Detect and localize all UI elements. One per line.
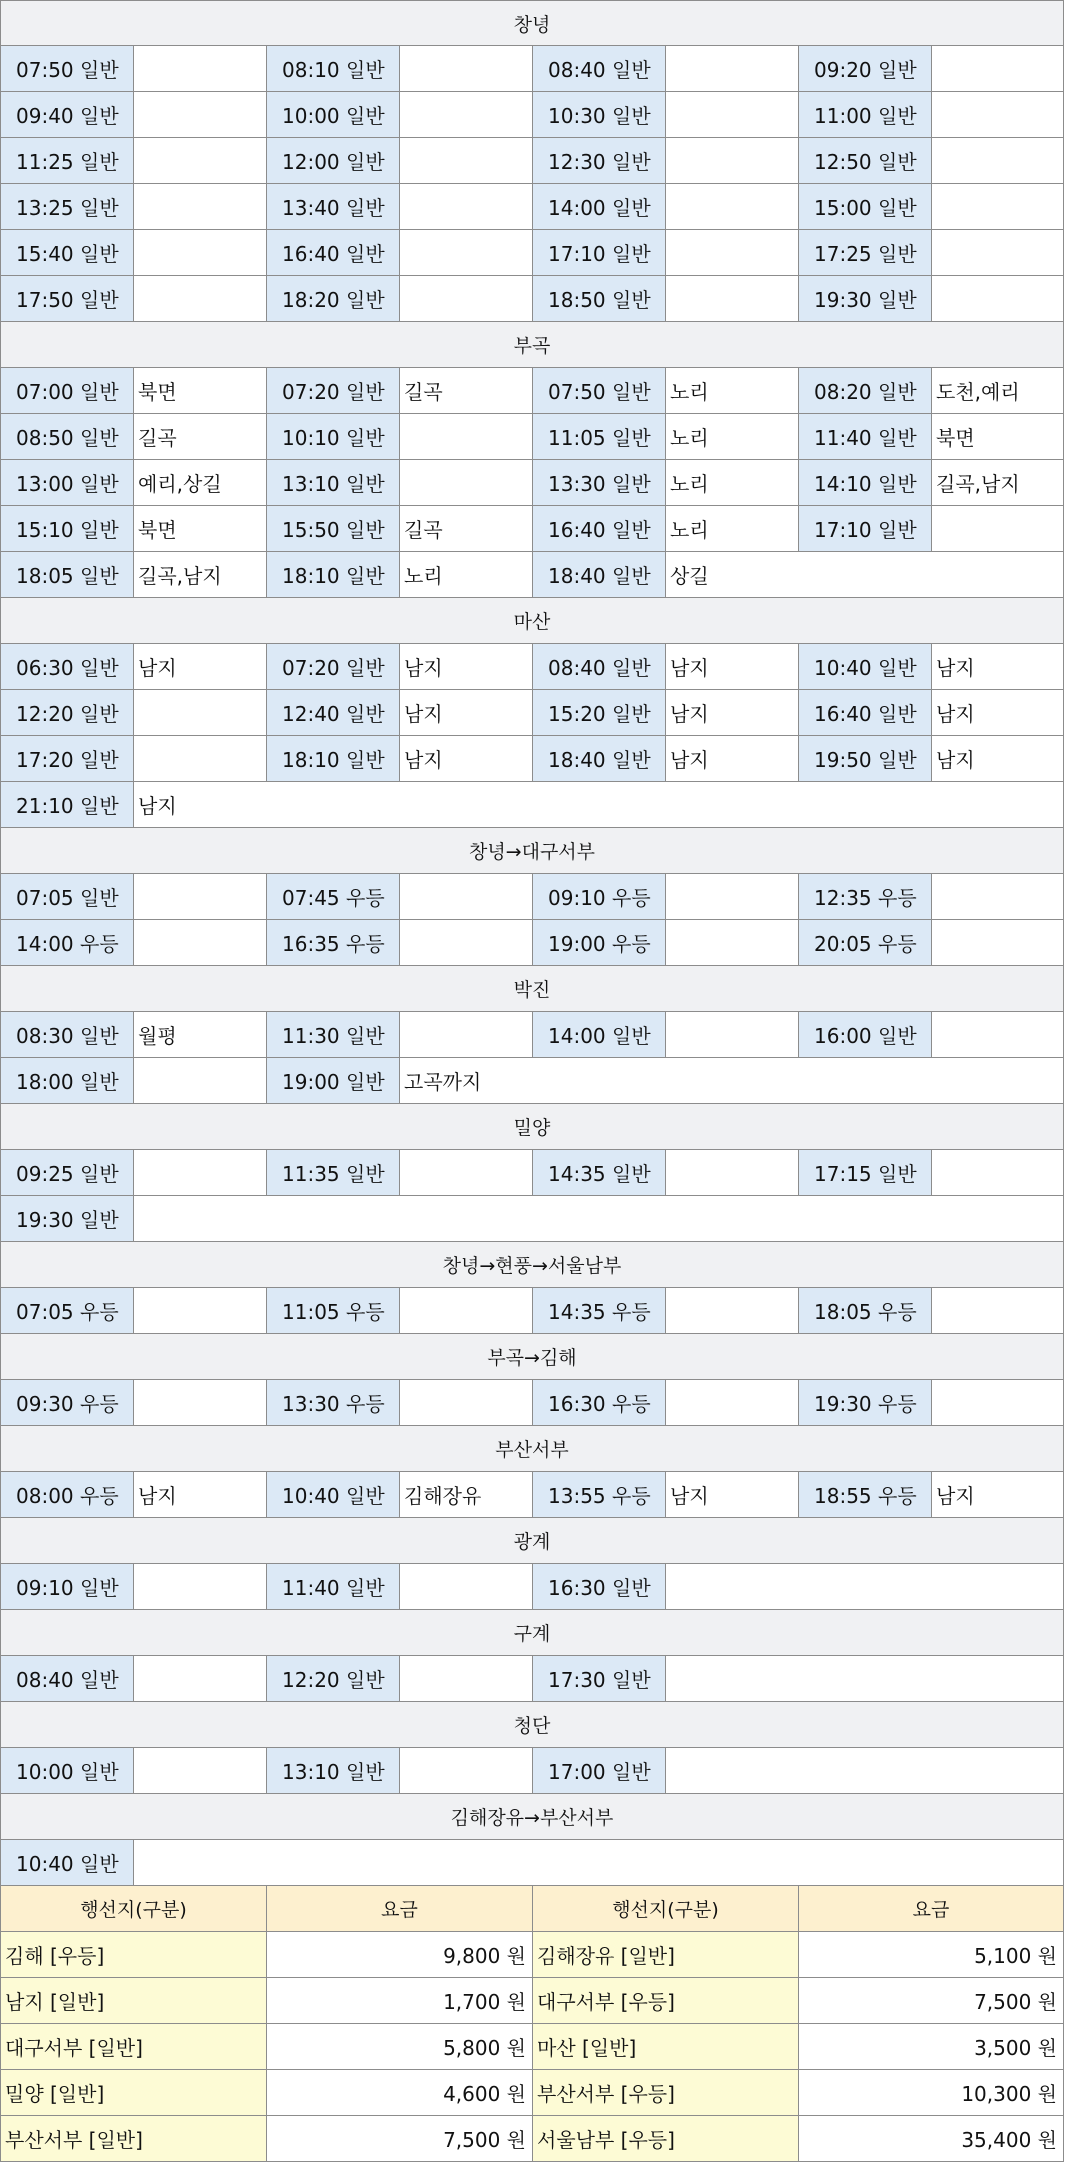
fare-row — [0, 2116, 1064, 2162]
fare-price: 10,300 원 — [798, 2070, 1064, 2115]
departure-time: 07:50 일반 — [532, 368, 665, 413]
departure-time: 11:05 우등 — [266, 1288, 399, 1333]
departure-time: 17:30 일반 — [532, 1656, 665, 1701]
departure-time: 17:25 일반 — [798, 230, 931, 275]
route-header: 청단 — [0, 1702, 1064, 1748]
schedule-row — [0, 1058, 1064, 1104]
departure-time: 07:50 일반 — [0, 46, 133, 91]
departure-time: 09:10 우등 — [532, 874, 665, 919]
route-note — [931, 138, 1064, 183]
departure-time: 21:10 일반 — [0, 782, 133, 827]
route-note — [133, 184, 266, 229]
route-note — [133, 230, 266, 275]
departure-time: 10:40 일반 — [0, 1840, 133, 1885]
schedule-row — [0, 1150, 1064, 1196]
departure-time: 08:30 일반 — [0, 1012, 133, 1057]
fare-destination: 부산서부 [일반] — [0, 2116, 266, 2161]
departure-time: 07:00 일반 — [0, 368, 133, 413]
fare-destination: 대구서부 [우등] — [532, 1978, 798, 2023]
route-note: 노리 — [665, 414, 798, 459]
fare-destination-header: 행선지(구분) — [532, 1886, 798, 1931]
departure-time: 19:30 우등 — [798, 1380, 931, 1425]
route-note — [133, 1380, 266, 1425]
departure-time: 08:10 일반 — [266, 46, 399, 91]
route-note: 남지 — [399, 690, 532, 735]
fare-price: 35,400 원 — [798, 2116, 1064, 2161]
fare-price: 4,600 원 — [266, 2070, 532, 2115]
route-note — [931, 1288, 1064, 1333]
schedule-row — [0, 1196, 1064, 1242]
route-note — [931, 874, 1064, 919]
route-note: 남지 — [665, 736, 798, 781]
fare-row — [0, 2024, 1064, 2070]
route-header: 창녕→현풍→서울남부 — [0, 1242, 1064, 1288]
departure-time: 13:25 일반 — [0, 184, 133, 229]
route-note — [399, 46, 532, 91]
departure-time: 11:05 일반 — [532, 414, 665, 459]
schedule-row — [0, 1380, 1064, 1426]
fare-destination: 남지 [일반] — [0, 1978, 266, 2023]
route-note — [665, 184, 798, 229]
departure-time: 13:30 일반 — [532, 460, 665, 505]
route-note — [399, 1656, 532, 1701]
fare-destination: 서울남부 [우등] — [532, 2116, 798, 2161]
departure-time: 11:35 일반 — [266, 1150, 399, 1195]
departure-time: 14:00 일반 — [532, 184, 665, 229]
route-note: 길곡 — [399, 368, 532, 413]
departure-time: 15:40 일반 — [0, 230, 133, 275]
fare-destination: 김해장유 [일반] — [532, 1932, 798, 1977]
departure-time: 07:20 일반 — [266, 368, 399, 413]
departure-time: 12:50 일반 — [798, 138, 931, 183]
route-note — [399, 230, 532, 275]
departure-time: 10:00 일반 — [266, 92, 399, 137]
departure-time: 17:20 일반 — [0, 736, 133, 781]
departure-time: 13:30 우등 — [266, 1380, 399, 1425]
route-note — [399, 1288, 532, 1333]
departure-time: 15:00 일반 — [798, 184, 931, 229]
departure-time: 13:10 일반 — [266, 1748, 399, 1793]
route-note — [133, 1564, 266, 1609]
departure-time: 18:20 일반 — [266, 276, 399, 321]
route-note — [665, 276, 798, 321]
departure-time: 16:00 일반 — [798, 1012, 931, 1057]
departure-time: 17:15 일반 — [798, 1150, 931, 1195]
fare-row — [0, 2070, 1064, 2116]
route-note — [133, 138, 266, 183]
route-note: 남지 — [399, 644, 532, 689]
route-note: 김해장유 — [399, 1472, 532, 1517]
schedule-row — [0, 460, 1064, 506]
fare-price-header: 요금 — [266, 1886, 532, 1931]
departure-time: 20:05 우등 — [798, 920, 931, 965]
route-note: 상길 — [665, 552, 1064, 597]
departure-time: 18:00 일반 — [0, 1058, 133, 1103]
fare-destination: 마산 [일반] — [532, 2024, 798, 2069]
fare-price: 3,500 원 — [798, 2024, 1064, 2069]
schedule-row — [0, 874, 1064, 920]
route-note — [931, 1012, 1064, 1057]
schedule-row — [0, 276, 1064, 322]
route-note — [931, 92, 1064, 137]
route-header: 부곡 — [0, 322, 1064, 368]
fare-price: 5,800 원 — [266, 2024, 532, 2069]
route-note: 남지 — [665, 644, 798, 689]
departure-time: 18:10 일반 — [266, 552, 399, 597]
route-note — [665, 920, 798, 965]
fare-destination-header: 행선지(구분) — [0, 1886, 266, 1931]
route-note — [931, 184, 1064, 229]
route-note — [665, 874, 798, 919]
fare-destination: 김해 [우등] — [0, 1932, 266, 1977]
schedule-row — [0, 184, 1064, 230]
route-note — [399, 138, 532, 183]
departure-time: 18:10 일반 — [266, 736, 399, 781]
route-note — [133, 1288, 266, 1333]
route-note — [133, 1840, 1064, 1885]
departure-time: 13:10 일반 — [266, 460, 399, 505]
departure-time: 12:20 일반 — [0, 690, 133, 735]
route-note: 예리,상길 — [133, 460, 266, 505]
route-header: 마산 — [0, 598, 1064, 644]
route-header: 김해장유→부산서부 — [0, 1794, 1064, 1840]
departure-time: 09:20 일반 — [798, 46, 931, 91]
departure-time: 16:30 일반 — [532, 1564, 665, 1609]
departure-time: 12:35 우등 — [798, 874, 931, 919]
schedule-row — [0, 736, 1064, 782]
departure-time: 11:40 일반 — [798, 414, 931, 459]
departure-time: 18:55 우등 — [798, 1472, 931, 1517]
schedule-row — [0, 1748, 1064, 1794]
departure-time: 18:05 우등 — [798, 1288, 931, 1333]
route-note — [399, 184, 532, 229]
route-note — [133, 1748, 266, 1793]
route-note: 남지 — [931, 1472, 1064, 1517]
route-note: 노리 — [399, 552, 532, 597]
departure-time: 19:00 우등 — [532, 920, 665, 965]
departure-time: 13:40 일반 — [266, 184, 399, 229]
departure-time: 09:40 일반 — [0, 92, 133, 137]
route-note: 남지 — [133, 1472, 266, 1517]
route-header: 창녕 — [0, 0, 1064, 46]
departure-time: 15:10 일반 — [0, 506, 133, 551]
schedule-row — [0, 368, 1064, 414]
fare-destination: 부산서부 [우등] — [532, 2070, 798, 2115]
departure-time: 15:20 일반 — [532, 690, 665, 735]
departure-time: 19:30 일반 — [798, 276, 931, 321]
departure-time: 13:55 우등 — [532, 1472, 665, 1517]
route-note — [133, 1656, 266, 1701]
departure-time: 08:40 일반 — [532, 46, 665, 91]
route-note: 남지 — [665, 1472, 798, 1517]
route-note: 남지 — [931, 736, 1064, 781]
departure-time: 10:00 일반 — [0, 1748, 133, 1793]
departure-time: 12:30 일반 — [532, 138, 665, 183]
route-note — [665, 230, 798, 275]
route-note — [133, 736, 266, 781]
departure-time: 08:00 우등 — [0, 1472, 133, 1517]
route-note — [133, 690, 266, 735]
route-note: 노리 — [665, 368, 798, 413]
route-note — [931, 230, 1064, 275]
departure-time: 16:40 일반 — [798, 690, 931, 735]
departure-time: 07:05 일반 — [0, 874, 133, 919]
schedule-row — [0, 690, 1064, 736]
route-note — [133, 874, 266, 919]
route-note — [665, 1380, 798, 1425]
route-note — [931, 1380, 1064, 1425]
departure-time: 11:30 일반 — [266, 1012, 399, 1057]
schedule-row — [0, 92, 1064, 138]
route-note: 남지 — [931, 690, 1064, 735]
fare-price: 7,500 원 — [266, 2116, 532, 2161]
schedule-row — [0, 1472, 1064, 1518]
departure-time: 14:10 일반 — [798, 460, 931, 505]
fare-row — [0, 1978, 1064, 2024]
route-note — [399, 1012, 532, 1057]
fare-destination: 대구서부 [일반] — [0, 2024, 266, 2069]
route-note: 길곡 — [399, 506, 532, 551]
departure-time: 08:40 일반 — [0, 1656, 133, 1701]
departure-time: 19:30 일반 — [0, 1196, 133, 1241]
route-note: 북면 — [931, 414, 1064, 459]
departure-time: 14:00 일반 — [532, 1012, 665, 1057]
departure-time: 18:50 일반 — [532, 276, 665, 321]
route-note — [665, 1288, 798, 1333]
schedule-row — [0, 1012, 1064, 1058]
departure-time: 18:40 일반 — [532, 552, 665, 597]
route-note: 남지 — [133, 644, 266, 689]
departure-time: 18:05 일반 — [0, 552, 133, 597]
fare-price: 1,700 원 — [266, 1978, 532, 2023]
route-note — [665, 1564, 1064, 1609]
route-note — [399, 1748, 532, 1793]
fare-price: 5,100 원 — [798, 1932, 1064, 1977]
departure-time: 18:40 일반 — [532, 736, 665, 781]
route-note — [399, 1150, 532, 1195]
departure-time: 11:40 일반 — [266, 1564, 399, 1609]
route-header: 광계 — [0, 1518, 1064, 1564]
fare-row — [0, 1932, 1064, 1978]
route-header: 부곡→김해 — [0, 1334, 1064, 1380]
route-note: 남지 — [133, 782, 1064, 827]
route-note: 노리 — [665, 506, 798, 551]
departure-time: 13:00 일반 — [0, 460, 133, 505]
route-note — [133, 92, 266, 137]
route-header: 밀양 — [0, 1104, 1064, 1150]
departure-time: 17:50 일반 — [0, 276, 133, 321]
schedule-row — [0, 138, 1064, 184]
route-note — [665, 46, 798, 91]
route-note: 북면 — [133, 368, 266, 413]
route-note — [665, 1150, 798, 1195]
fare-price: 7,500 원 — [798, 1978, 1064, 2023]
route-note — [665, 138, 798, 183]
route-note — [931, 276, 1064, 321]
fare-price-header: 요금 — [798, 1886, 1064, 1931]
departure-time: 12:40 일반 — [266, 690, 399, 735]
departure-time: 10:10 일반 — [266, 414, 399, 459]
departure-time: 11:00 일반 — [798, 92, 931, 137]
departure-time: 09:30 우등 — [0, 1380, 133, 1425]
departure-time: 16:30 우등 — [532, 1380, 665, 1425]
route-note — [399, 1380, 532, 1425]
route-header: 구계 — [0, 1610, 1064, 1656]
fare-price: 9,800 원 — [266, 1932, 532, 1977]
route-header: 부산서부 — [0, 1426, 1064, 1472]
route-note: 길곡 — [133, 414, 266, 459]
schedule-row — [0, 230, 1064, 276]
route-note — [399, 414, 532, 459]
route-note — [133, 1150, 266, 1195]
departure-time: 07:05 우등 — [0, 1288, 133, 1333]
schedule-row — [0, 1656, 1064, 1702]
departure-time: 09:25 일반 — [0, 1150, 133, 1195]
departure-time: 12:20 일반 — [266, 1656, 399, 1701]
departure-time: 10:40 일반 — [798, 644, 931, 689]
route-note — [399, 276, 532, 321]
route-note: 북면 — [133, 506, 266, 551]
route-note — [399, 92, 532, 137]
route-note: 남지 — [665, 690, 798, 735]
schedule-row — [0, 506, 1064, 552]
schedule-row — [0, 552, 1064, 598]
fare-header-row — [0, 1886, 1064, 1932]
route-note: 노리 — [665, 460, 798, 505]
route-note: 남지 — [399, 736, 532, 781]
departure-time: 17:00 일반 — [532, 1748, 665, 1793]
schedule-row — [0, 782, 1064, 828]
route-note — [665, 1656, 1064, 1701]
schedule-row — [0, 414, 1064, 460]
departure-time: 14:35 일반 — [532, 1150, 665, 1195]
route-note: 도천,예리 — [931, 368, 1064, 413]
route-note — [399, 874, 532, 919]
departure-time: 11:25 일반 — [0, 138, 133, 183]
departure-time: 08:20 일반 — [798, 368, 931, 413]
departure-time: 14:35 우등 — [532, 1288, 665, 1333]
schedule-row — [0, 46, 1064, 92]
departure-time: 10:30 일반 — [532, 92, 665, 137]
departure-time: 19:50 일반 — [798, 736, 931, 781]
departure-time: 07:20 일반 — [266, 644, 399, 689]
departure-time: 16:40 일반 — [266, 230, 399, 275]
route-note — [399, 1564, 532, 1609]
departure-time: 08:50 일반 — [0, 414, 133, 459]
route-note — [931, 920, 1064, 965]
schedule-row — [0, 1840, 1064, 1886]
route-note: 남지 — [931, 644, 1064, 689]
route-note — [133, 276, 266, 321]
route-note: 고곡까지 — [399, 1058, 1064, 1103]
departure-time: 09:10 일반 — [0, 1564, 133, 1609]
route-note — [133, 46, 266, 91]
departure-time: 17:10 일반 — [798, 506, 931, 551]
departure-time: 06:30 일반 — [0, 644, 133, 689]
departure-time: 16:40 일반 — [532, 506, 665, 551]
route-note — [665, 92, 798, 137]
route-note — [399, 920, 532, 965]
departure-time: 16:35 우등 — [266, 920, 399, 965]
departure-time: 10:40 일반 — [266, 1472, 399, 1517]
route-note: 월평 — [133, 1012, 266, 1057]
route-note: 길곡,남지 — [931, 460, 1064, 505]
schedule-row — [0, 920, 1064, 966]
schedule-row — [0, 644, 1064, 690]
route-note — [133, 1058, 266, 1103]
schedule-row — [0, 1288, 1064, 1334]
departure-time: 15:50 일반 — [266, 506, 399, 551]
route-note — [665, 1748, 1064, 1793]
fare-destination: 밀양 [일반] — [0, 2070, 266, 2115]
schedule-row — [0, 1564, 1064, 1610]
route-note: 길곡,남지 — [133, 552, 266, 597]
departure-time: 07:45 우등 — [266, 874, 399, 919]
departure-time: 08:40 일반 — [532, 644, 665, 689]
route-header: 박진 — [0, 966, 1064, 1012]
departure-time: 19:00 일반 — [266, 1058, 399, 1103]
route-note — [133, 1196, 1064, 1241]
departure-time: 17:10 일반 — [532, 230, 665, 275]
route-note — [399, 460, 532, 505]
departure-time: 14:00 우등 — [0, 920, 133, 965]
route-note — [133, 920, 266, 965]
departure-time: 12:00 일반 — [266, 138, 399, 183]
route-note — [931, 1150, 1064, 1195]
route-note — [665, 1012, 798, 1057]
route-header: 창녕→대구서부 — [0, 828, 1064, 874]
route-note — [931, 46, 1064, 91]
route-note — [931, 506, 1064, 551]
